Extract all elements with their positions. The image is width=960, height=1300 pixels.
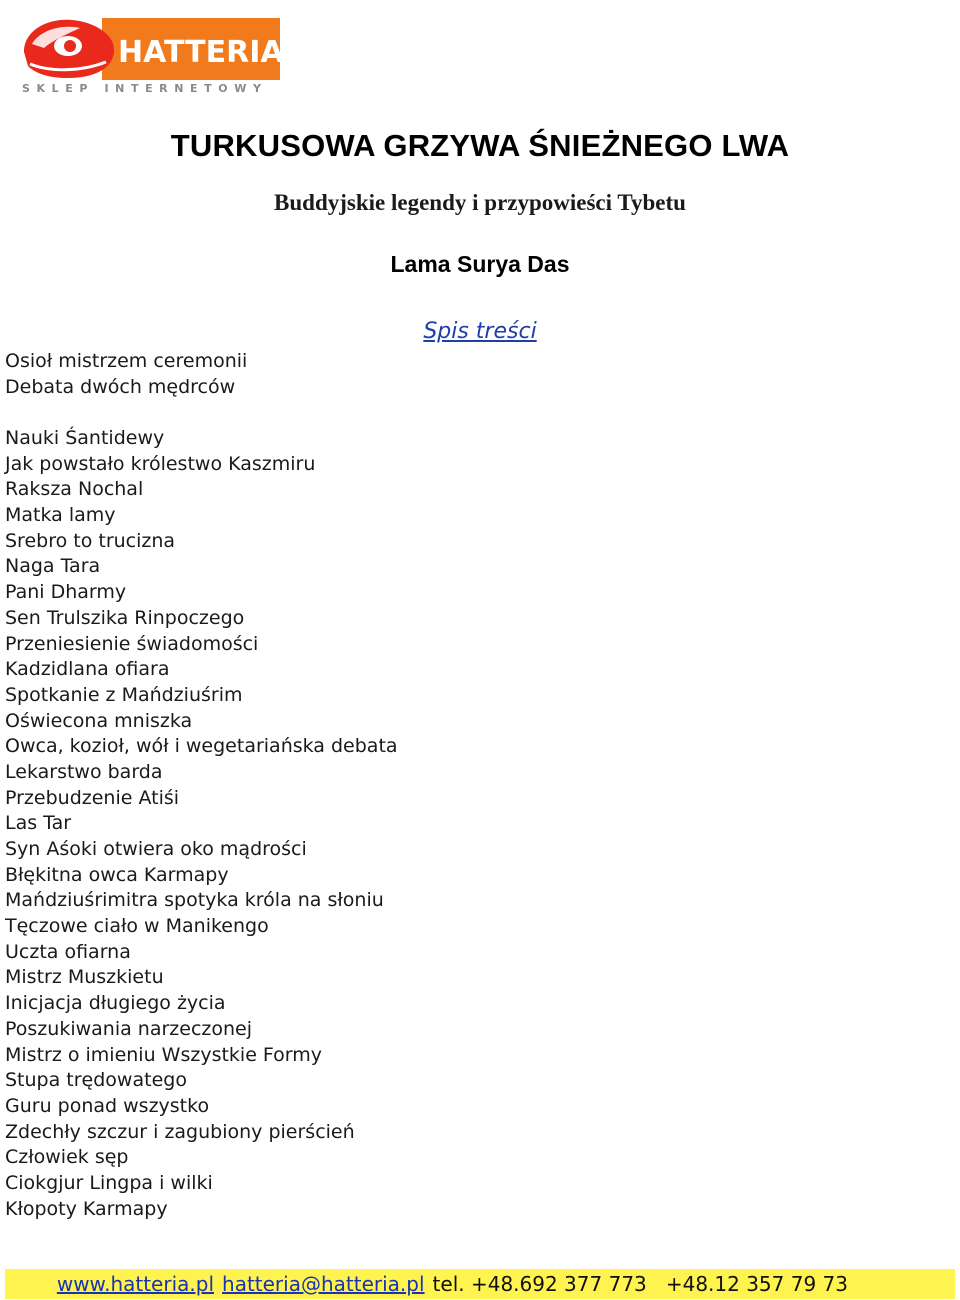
toc-item: Kłopoty Karmapy (5, 1197, 168, 1220)
logo-brand-text: HATTERIA (118, 35, 284, 70)
toc-item: Pani Dharmy (5, 581, 127, 604)
toc-item: Owca, kozioł, wół i wegetariańska debata (5, 735, 398, 758)
toc-item: Inicjacja długiego życia (5, 992, 226, 1015)
toc-item: Zdechły szczur i zagubiony pierścień (5, 1120, 355, 1143)
toc-item: Tęczowe ciało w Manikengo (5, 915, 269, 938)
hatteria-logo[interactable] (10, 8, 300, 108)
toc-item: Przebudzenie Atiśi (5, 786, 180, 809)
toc-item: Nauki Śantidewy (5, 427, 165, 449)
toc-item: Stupa trędowatego (5, 1069, 187, 1092)
toc-item: Człowiek sęp (5, 1146, 129, 1169)
toc-item: Błękitna owca Karmapy (5, 863, 229, 886)
toc-item: Spotkanie z Mańdziuśrim (5, 683, 243, 706)
toc-item: Matka lamy (5, 504, 116, 527)
toc-item: Mańdziuśrimitra spotyka króla na słoniu (5, 889, 384, 912)
toc-item: Mistrz o imieniu Wszystkie Formy (5, 1043, 323, 1066)
toc-item: Guru ponad wszystko (5, 1094, 210, 1117)
hatteria-lizard-icon (10, 8, 300, 108)
contact-footer (5, 1269, 955, 1299)
book-title: TURKUSOWA GRZYWA ŚNIEŻNEGO LWA (170, 128, 790, 163)
toc-item: Naga Tara (5, 555, 101, 578)
email-link[interactable]: hatteria@hatteria.pl (222, 1272, 425, 1296)
toc-item: Uczta ofiarna (5, 940, 131, 963)
toc-item: Mistrz Muszkietu (5, 966, 164, 989)
toc-item: Poszukiwania narzeczonej (5, 1017, 252, 1040)
phone-numbers: tel. +48.692 377 773 +48.12 357 79 73 (432, 1272, 848, 1296)
toc-item: Osioł mistrzem ceremonii (5, 350, 248, 372)
toc-item: Jak powstało królestwo Kaszmiru (5, 452, 316, 475)
toc-item: Raksza Nochal (5, 478, 144, 501)
toc-item: Syn Aśoki otwiera oko mądrości (5, 838, 307, 860)
book-author: Lama Surya Das (390, 251, 570, 277)
toc-item: Przeniesienie świadomości (5, 632, 259, 655)
toc-list-group-2 (5, 426, 398, 1222)
toc-heading-link[interactable]: Spis treści (423, 319, 537, 344)
book-subtitle: Buddyjskie legendy i przypowieści Tybetu (274, 190, 686, 215)
toc-item: Kadzidlana ofiara (5, 658, 170, 681)
toc-item: Ciokgjur Lingpa i wilki (5, 1171, 213, 1194)
toc-item: Debata dwóch mędrców (5, 375, 236, 398)
toc-item: Sen Trulszika Rinpoczego (5, 606, 245, 629)
website-link[interactable]: www.hatteria.pl (56, 1272, 215, 1296)
toc-list-group-1 (5, 349, 247, 400)
toc-item: Las Tar (5, 812, 72, 835)
logo-tagline-text: SKLEP INTERNETOWY (22, 82, 268, 95)
toc-item: Oświecona mniszka (5, 709, 193, 732)
toc-item: Srebro to trucizna (5, 529, 176, 552)
toc-item: Lekarstwo barda (5, 760, 163, 783)
